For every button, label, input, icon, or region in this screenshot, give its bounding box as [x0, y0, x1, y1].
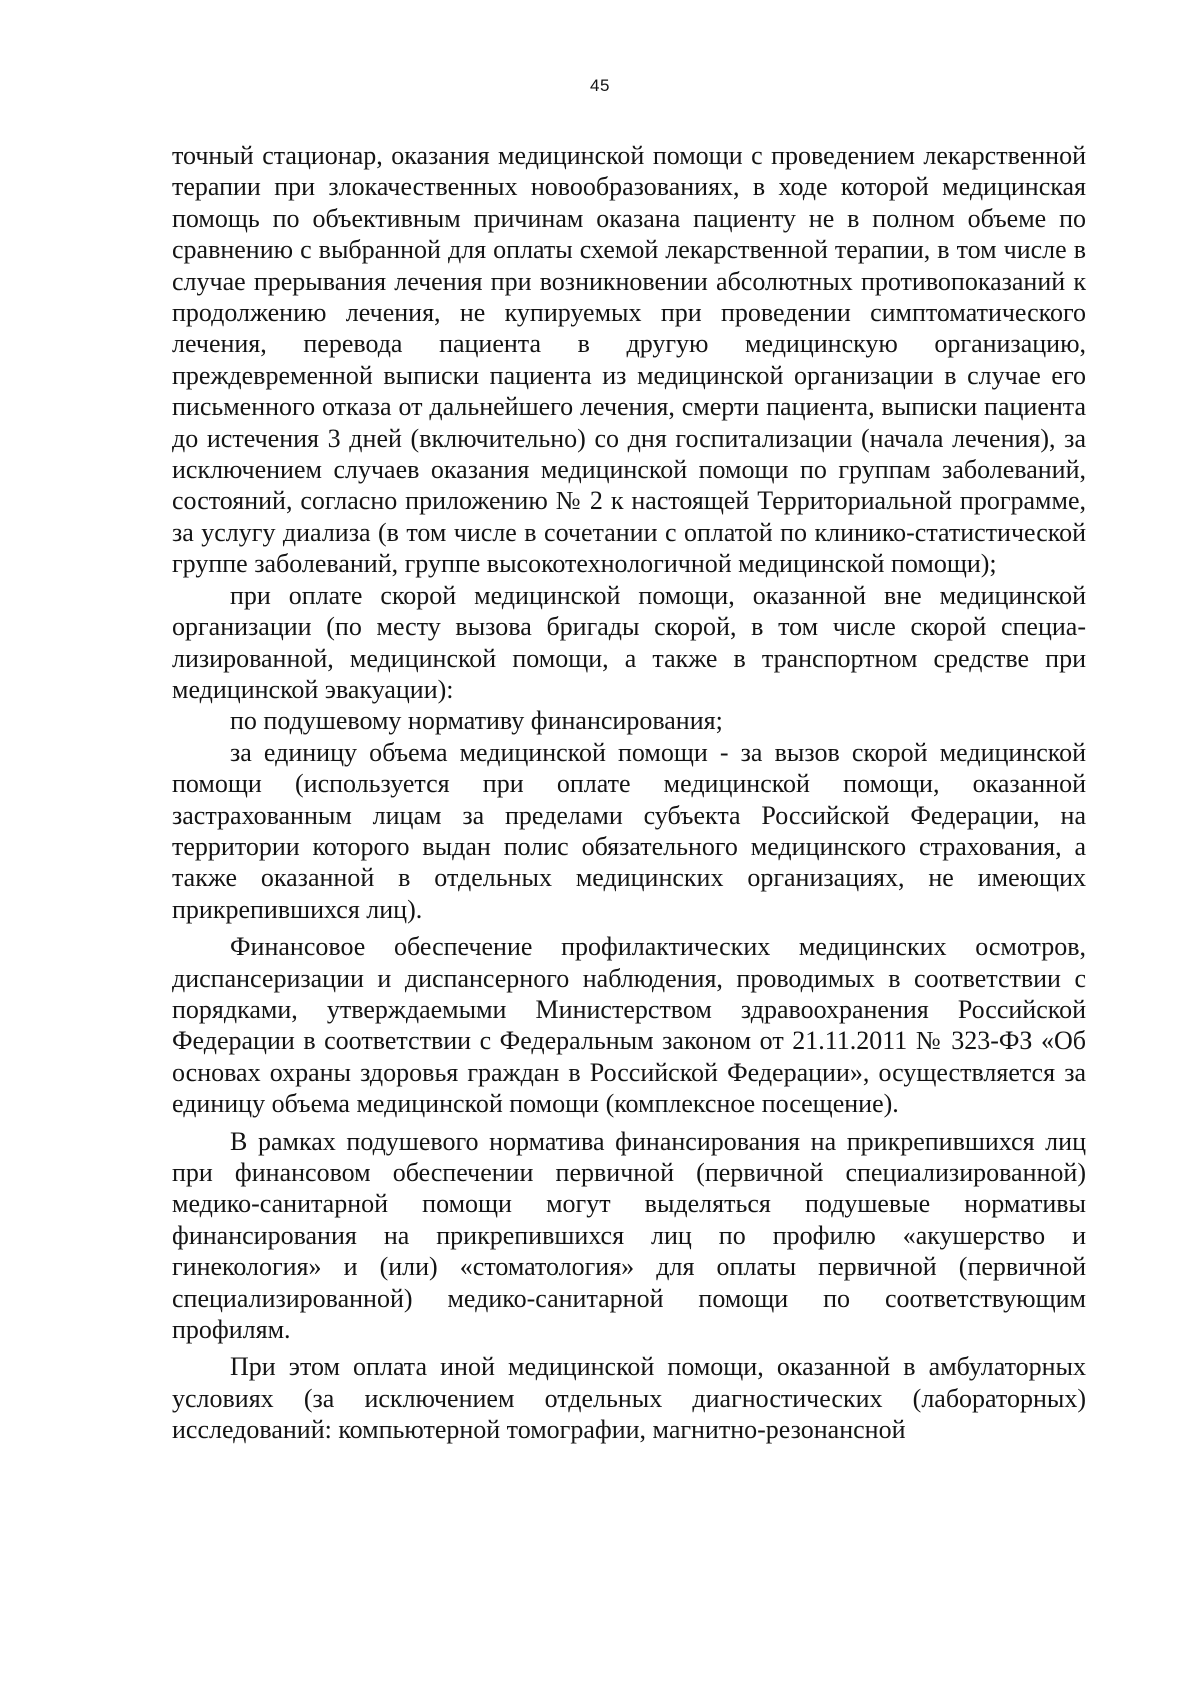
paragraph-per-unit: за единицу объема медицинской помощи - за вызов скорой медицинской помощи (используется при оплате медицинской помощи, оказанной застрахованным лицам за пределами субъекта Российской Федерации, на территории которого выдан полис обязательного медицинского страхования, а также оказанной в отдельных медицинских организациях, не имеющих прикрепившихся лиц).: [172, 737, 1086, 924]
paragraph-ambulance-payment: при оплате скорой медицинской помощи, оказанной вне медицинской организации (по месту вызова бригады скорой, в том числе скорой специализированной, медицинской помощи, а также в транспортном средстве при медицинской эвакуации):: [172, 580, 1086, 704]
page-number: 45: [590, 76, 610, 95]
paragraph-continuation: точный стационар, оказания медицинской помощи с проведением лекарственной терапии при злокачественных новообразованиях, в ходе которой медицинская помощь по объективным причинам оказана пациенту не в полном объеме по сравнению с выбранной для оплаты схемой лекарственной терапии, в том числе в случае прерывания лечения при возникновении абсолютных противопоказаний к продолжению лечения, не купируемых при проведении симптоматического лечения, перевода пациента в другую медицинскую организацию, преждевременной выписки пациента из медицинской организации в случае его письменного отказа от дальнейшего лечения, смерти пациента, выписки пациента до истечения 3 дней (включительно) со дня госпитализации (начала лечения), за исключением случаев оказания медицинской помощи по группам заболеваний, состояний, согласно приложению № 2 к настоящей Территориальной программе, за услугу диализа (в том числе в сочетании с оплатой по клинико-статистической группе заболеваний, группе высокотехнологичной медицинской помощи);: [172, 141, 1086, 579]
document-body: [172, 140, 1086, 1446]
paragraph-per-capita: по подушевому нормативу финансирования;: [230, 706, 723, 736]
paragraph-financing: Финансовое обеспечение профилактических медицинских осмотров, диспансеризации и диспансерного наблюдения, проводимых в соответствии с порядками, утверждаемыми Министерством здравоохранения Российской Федерации в соответствии с Федеральным законом от 21.11.2011 № 323-ФЗ «Об основах охраны здоровья граждан в Российской Федерации», осуществляется за единицу объема медицинской помощи (комплексное посещение).: [172, 932, 1086, 1119]
paragraph-other-payment: При этом оплата иной медицинской помощи, оказанной в амбулаторных условиях (за исключением отдельных диагностических (лабораторных) исследований: компьютерной томографии, магнитно-резонансной: [172, 1352, 1086, 1445]
paragraph-per-capita-norms: В рамках подушевого норматива финансирования на прикрепившихся лиц при финансовом обеспечении первичной (первичной специализированной) медико-санитарной помощи могут выделяться подушевые нормативы финансирования на прикрепившихся лиц по профилю «акушерство и гинекология» и (или) «стоматология» для оплаты первичной (первичной специализированной) медико-санитарной помощи по соответствующим профилям.: [172, 1126, 1086, 1345]
